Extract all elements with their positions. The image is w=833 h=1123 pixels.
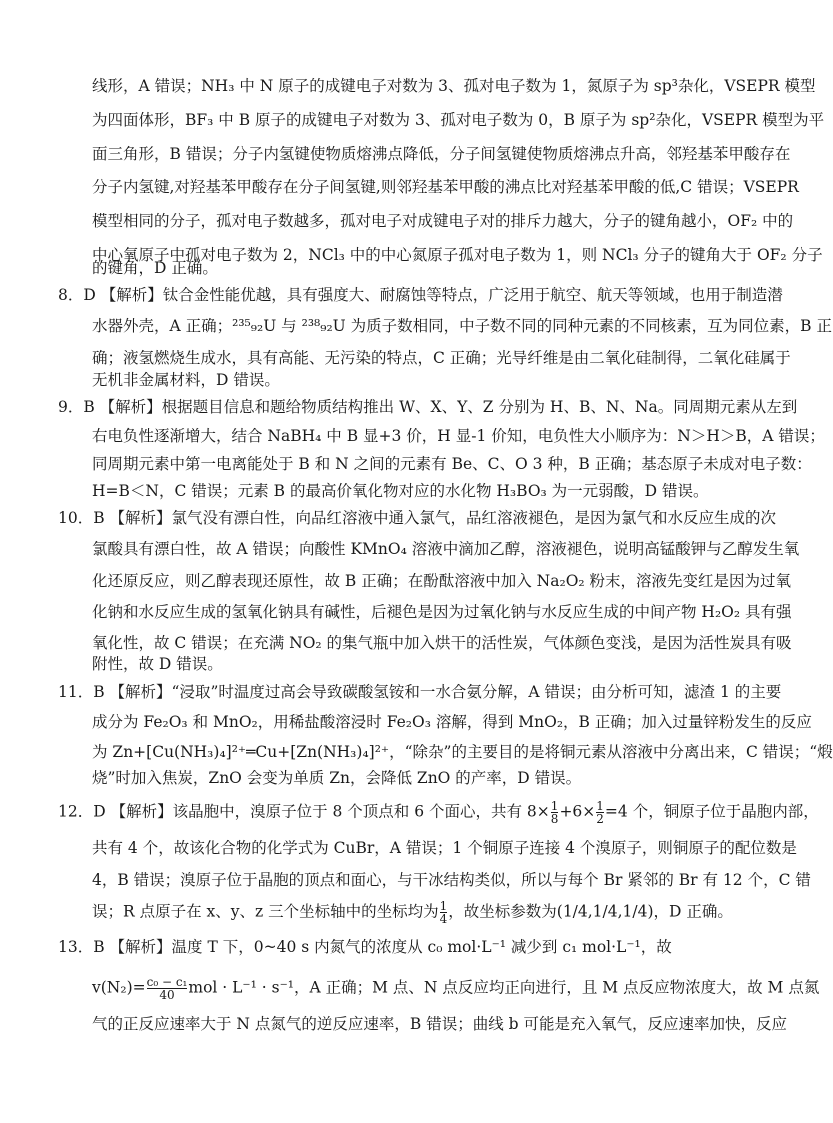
text-line: H=B＜N，C 错误；元素 B 的最高价氧化物对应的水化物 H₃BO₃ 为一元弱酸，D 错误。 [92, 482, 709, 500]
text-line: 为四面体形，BF₃ 中 B 原子的成键电子对数为 3、孤对电子数为 0，B 原子为 sp²杂化，VSEPR 模型为平 [92, 111, 825, 129]
answer-11-line: 11．B 【解析】“浸取”时温度过高会导致碳酸氢铵和一水合氨分解，A 错误；由分析可知，滤渣 1 的主要 [58, 683, 782, 701]
text-line: 的键角，D 正确。 [92, 259, 218, 277]
fraction [551, 800, 559, 825]
text-segment: 12．D 【解析】该晶胞中，溴原子位于 8 个顶点和 6 个面心，共有 8× [58, 802, 550, 821]
answer-10-line: 10．B 【解析】氯气没有漂白性，向品红溶液中通入氯气，品红溶液褪色，是因为氯气和水反应生成的次 [58, 509, 777, 527]
numerator: 1 [439, 899, 448, 913]
text-line: 成分为 Fe₂O₃ 和 MnO₂，用稀盐酸溶浸时 Fe₂O₃ 溶解，得到 MnO₂，B 正确；加入过量锌粉发生的反应 [92, 713, 812, 731]
text-line: 模型相同的分子，孤对电子数越多，孤对电子对成键电子对的排斥力越大，分子的键角越小，OF₂ 中的 [92, 212, 794, 230]
text-line: 无机非金属材料，D 错误。 [92, 371, 280, 389]
denominator: 8 [550, 812, 559, 826]
text-line: 附性，故 D 错误。 [92, 655, 223, 673]
text-line: 同周期元素中第一电离能处于 B 和 N 之间的元素有 Be、C、O 3 种，B 正确；基态原子未成对电子数： [92, 455, 812, 473]
answer-13-line: 13．B 【解析】温度 T 下，0~40 s 内氮气的浓度从 c₀ mol·L⁻¹ 减少到 c₁ mol·L⁻¹，故 [58, 938, 672, 956]
text-line: 氯酸具有漂白性，故 A 错误；向酸性 KMnO₄ 溶液中滴加乙醇，溶液褪色，说明高锰酸钾与乙醇发生氧 [92, 540, 800, 558]
text-line: 右电负性逐渐增大，结合 NaBH₄ 中 B 显+3 价，H 显-1 价知，电负性大小顺序为：N＞H＞B，A 错误； [92, 427, 825, 445]
text-line: 线形，A 错误；NH₃ 中 N 原子的成键电子对数为 3、孤对电子数为 1，氮原子为 sp³杂化，VSEPR 模型 [92, 77, 816, 95]
fraction [440, 900, 448, 925]
denominator: 40 [147, 988, 188, 1001]
text-segment: 误；R 点原子在 x、y、z 三个坐标轴中的坐标均为 [92, 902, 439, 921]
numerator: c₀ − c₁ [146, 975, 188, 989]
text-line: 气的正反应速率大于 N 点氮气的逆反应速率，B 错误；曲线 b 可能是充入氧气，反应速率加快，反应 [92, 1015, 788, 1033]
text-line: 为 Zn+[Cu(NH₃)₄]²⁺═Cu+[Zn(NH₃)₄]²⁺，“除杂”的主要目的是将铜元素从溶液中分离出来，C 错误；“煅 [92, 743, 833, 761]
text-segment: +6× [559, 802, 596, 821]
text-line: 4，B 错误；溴原子位于晶胞的顶点和面心，与干冰结构类似，所以与每个 Br 紧邻的 Br 有 12 个，C 错 [92, 871, 811, 889]
text-segment: ，故坐标参数为(1/4,1/4,1/4)，D 正确。 [448, 902, 733, 921]
text-line: 共有 4 个，故该化合物的化学式为 CuBr，A 错误；1 个铜原子连接 4 个溴原子，则铜原子的配位数是 [92, 839, 797, 857]
denominator: 4 [439, 912, 448, 926]
text-segment: =4 个，铜原子位于晶胞内部， [604, 802, 819, 821]
numerator: 1 [550, 799, 559, 813]
text-line: 氧化性，故 C 错误；在充满 NO₂ 的集气瓶中加入烘干的活性炭，气体颜色变浅，是因为活性炭具有吸 [92, 634, 792, 652]
text-line: 中心氧原子中孤对电子数为 2，NCl₃ 中的中心氮原子孤对电子数为 1，则 NCl₃ 分子的键角大于 OF₂ 分子 [92, 246, 823, 264]
text-line: 分子内氢键,对羟基苯甲酸存在分子间氢键,则邻羟基苯甲酸的沸点比对羟基苯甲酸的低,C 错误；VSEPR [92, 178, 799, 196]
text-line [92, 900, 733, 925]
numerator: 1 [596, 799, 604, 813]
answer-9-line: 9．B 【解析】根据题目信息和题给物质结构推出 W、X、Y、Z 分别为 H、B、N、Na。同周期元素从左到 [58, 398, 798, 416]
answer-8-line: 8．D 【解析】钛合金性能优越，具有强度大、耐腐蚀等特点，广泛用于航空、航天等领域，也用于制造潜 [58, 286, 783, 304]
text-line: 确；液氢燃烧生成水，具有高能、无污染的特点，C 正确；光导纤维是由二氧化硅制得，二氧化硅属于 [92, 349, 791, 367]
fraction [596, 800, 604, 825]
denominator: 2 [596, 812, 604, 826]
text-line: 化还原反应，则乙醇表现还原性，故 B 正确；在酚酞溶液中加入 Na₂O₂ 粉末，溶液先变红是因为过氧 [92, 572, 792, 590]
text-line: 面三角形，B 错误；分子内氢键使物质熔沸点降低，分子间氢键使物质熔沸点升高，邻羟基苯甲酸存在 [92, 145, 791, 163]
text-line: 化钠和水反应生成的氢氧化钠具有碱性，后褪色是因为过氧化钠与水反应生成的中间产物 H₂O₂ 具有强 [92, 603, 792, 621]
fraction [147, 976, 188, 1001]
text-line [92, 976, 819, 1001]
text-segment: v(N₂)= [92, 978, 146, 997]
text-line: 烧”时加入焦炭，ZnO 会变为单质 Zn，会降低 ZnO 的产率，D 错误。 [92, 769, 582, 787]
answer-12-line [58, 800, 819, 825]
text-segment: mol · L⁻¹ · s⁻¹，A 正确；M 点、N 点反应均正向进行，且 M 点反应物浓度大，故 M 点氮 [188, 978, 820, 997]
text-line: 水器外壳，A 正确；²³⁵₉₂U 与 ²³⁸₉₂U 为质子数相同，中子数不同的同种元素的不同核素，互为同位素，B 正 [92, 317, 832, 335]
